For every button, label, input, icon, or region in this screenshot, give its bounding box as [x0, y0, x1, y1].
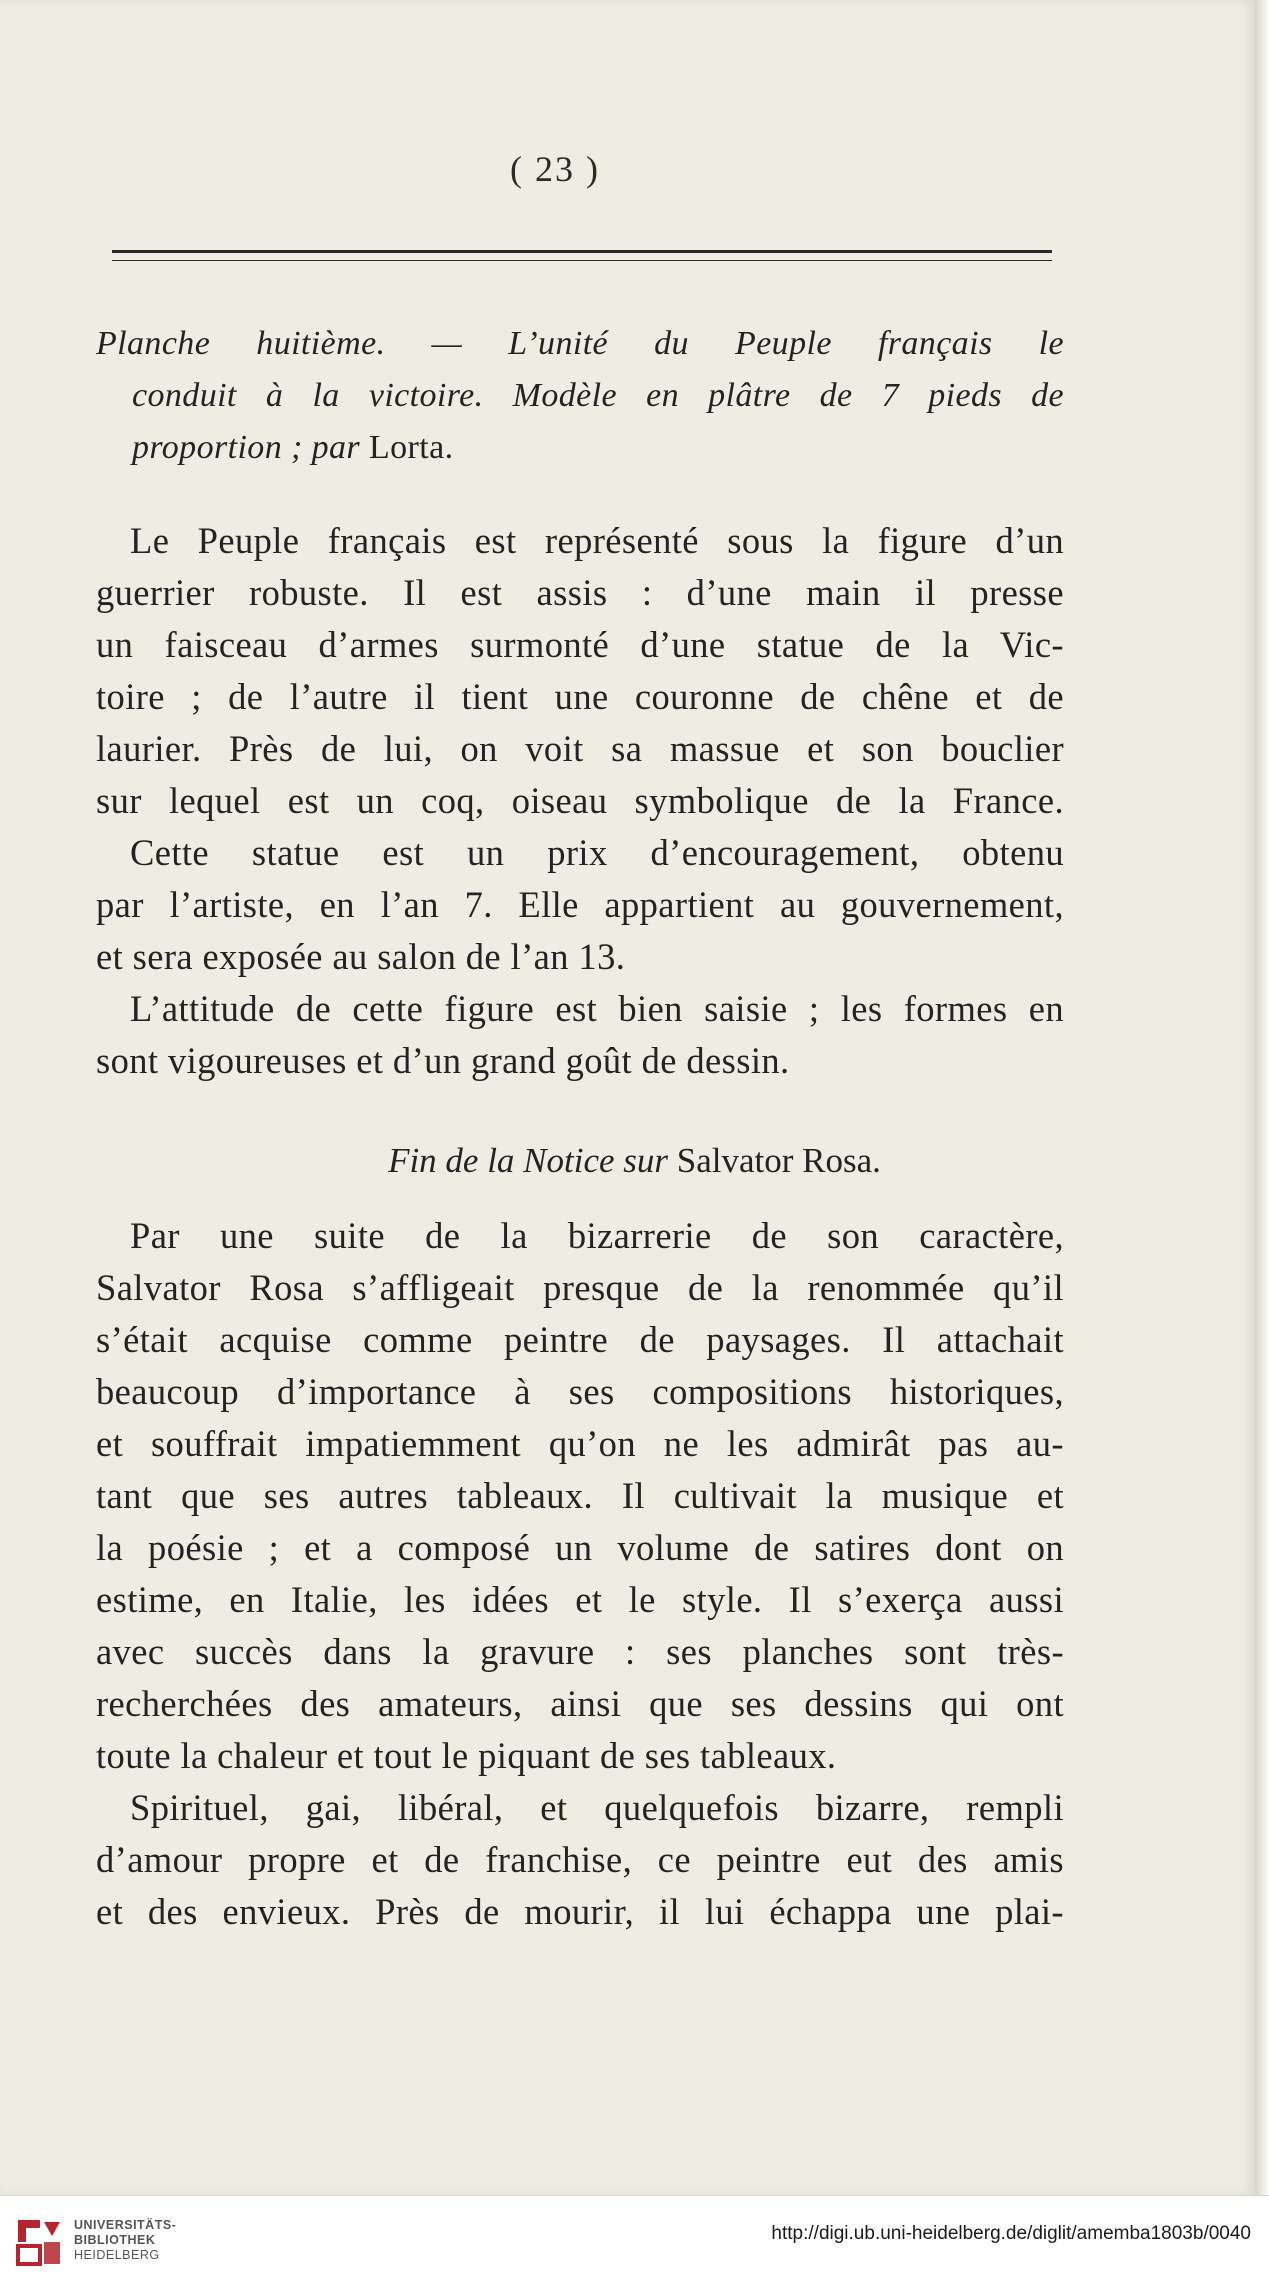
page-edge	[1255, 0, 1269, 2195]
caption-line-text: proportion ; par	[132, 429, 369, 466]
text-line: L’attitude de cette figure est bien saisie ; les formes en	[130, 988, 1064, 1029]
description-paragraphs	[96, 515, 1064, 1087]
text-line: et sera exposée au salon de l’an 13.	[96, 936, 626, 977]
caption-artist: Lorta.	[368, 429, 454, 466]
caption-line: Planche huitième. — L’unité du Peuple français le	[96, 325, 1064, 362]
library-name-line: HEIDELBERG	[74, 2248, 160, 2262]
text-line: Cette statue est un prix d’encouragement, obtenu	[130, 832, 1064, 873]
text-line: la poésie ; et a composé un volume de satires dont on	[96, 1527, 1064, 1568]
text-line: beaucoup d’importance à ses compositions historiques,	[96, 1371, 1064, 1412]
text-line: et souffrait impatiemment qu’on ne les admirât pas au-	[96, 1423, 1064, 1464]
text-line: d’amour propre et de franchise, ce peintre eut des amis	[96, 1839, 1064, 1880]
text-line: sont vigoureuses et d’un grand goût de dessin.	[96, 1040, 790, 1081]
section-heading-name: Salvator Rosa.	[676, 1141, 881, 1180]
text-line: tant que ses autres tableaux. Il cultivait la musique et	[96, 1475, 1064, 1516]
header-rule-thin	[112, 260, 1052, 261]
caption-line: conduit à la victoire. Modèle en plâtre de 7 pieds de	[132, 377, 1064, 414]
text-line: sur lequel est un coq, oiseau symbolique de la France.	[96, 780, 1064, 821]
caption-line	[96, 422, 1064, 474]
library-name	[74, 2218, 176, 2263]
library-name-line: UNIVERSITÄTS-	[74, 2218, 177, 2232]
text-line: toute la chaleur et tout le piquant de ses tableaux.	[96, 1735, 837, 1776]
text-line: guerrier robuste. Il est assis : d’une main il presse	[96, 572, 1064, 613]
page-number: ( 23 )	[510, 149, 600, 189]
section-heading	[0, 1135, 1269, 1187]
header-rule-thick	[112, 250, 1052, 253]
library-name-line: BIBLIOTHEK	[74, 2233, 156, 2247]
permalink-url[interactable]: http://digi.ub.uni-heidelberg.de/diglit/amemba1803b/0040	[771, 2223, 1251, 2244]
notice-paragraphs	[96, 1210, 1064, 1938]
text-line: un faisceau d’armes surmonté d’une statue de la Vic-	[96, 624, 1064, 665]
text-line: par l’artiste, en l’an 7. Elle appartient au gouvernement,	[96, 884, 1064, 925]
text-line: toire ; de l’autre il tient une couronne de chêne et de	[96, 676, 1064, 717]
text-line: avec succès dans la gravure : ses planches sont très-	[96, 1631, 1064, 1672]
university-library-logo-icon	[12, 2214, 66, 2270]
text-line: Spirituel, gai, libéral, et quelquefois bizarre, rempli	[130, 1787, 1064, 1828]
text-line: laurier. Près de lui, on voit sa massue et son bouclier	[96, 728, 1064, 769]
text-line: et des envieux. Près de mourir, il lui échappa une plai-	[96, 1891, 1064, 1932]
section-heading-italic: Fin de la Notice sur	[388, 1141, 669, 1180]
text-line: Par une suite de la bizarrerie de son caractère,	[130, 1215, 1064, 1256]
text-line: recherchées des amateurs, ainsi que ses dessins qui ont	[96, 1683, 1064, 1724]
plate-caption	[96, 318, 1064, 474]
text-line: s’était acquise comme peintre de paysages. Il attachait	[96, 1319, 1064, 1360]
text-line: estime, en Italie, les idées et le style. Il s’exerça aussi	[96, 1579, 1064, 1620]
text-line: Salvator Rosa s’affligeait presque de la renommée qu’il	[96, 1267, 1064, 1308]
library-footer	[0, 2195, 1269, 2288]
text-line: Le Peuple français est représenté sous la figure d’un	[130, 520, 1064, 561]
